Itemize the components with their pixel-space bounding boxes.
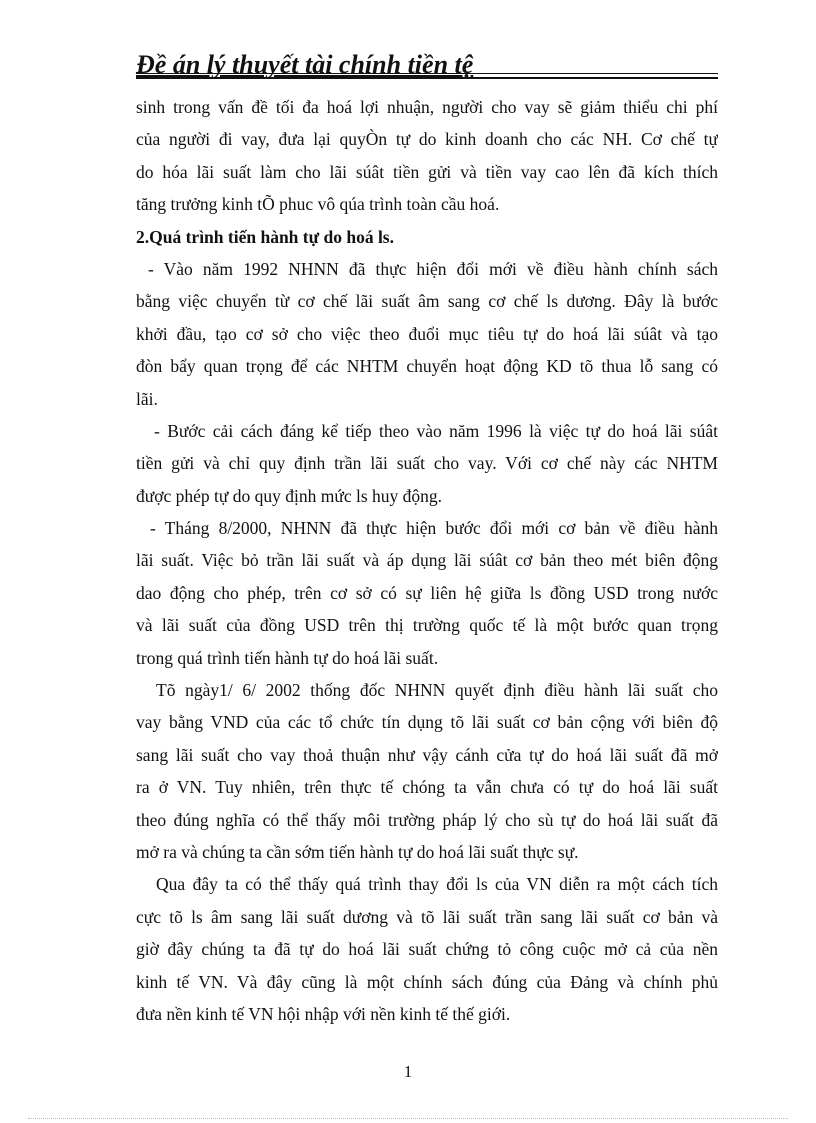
text-line: sang lãi suất cho vay thoả thuận như vậy cánh cửa tự do hoá lãi suất đã mở: [136, 744, 718, 765]
text-line: khởi đầu, tạo cơ sở cho việc theo đuổi mục tiêu tự do hoá lãi súât và tạo: [136, 323, 718, 344]
text-line: mở ra và chúng ta cần sớm tiến hành tự do hoá lãi suất thực sự.: [136, 841, 579, 862]
document-body: [136, 91, 718, 1030]
text-line: tăng trưởng kinh tÕ phuc vô qúa trình toàn cầu hoá.: [136, 194, 500, 215]
text-line: sinh trong vấn đề tối đa hoá lợi nhuận, người cho vay sẽ giảm thiểu chi phí: [136, 97, 718, 117]
text-line: dao động cho phép, trên cơ sở có sự liên hệ giữa ls đồng USD trong nước: [136, 582, 718, 603]
text-line: đưa nền kinh tế VN hội nhập với nền kinh tế thế giới.: [136, 1003, 511, 1024]
text-line: lãi.: [136, 388, 158, 409]
text-line: theo đúng nghĩa có thể thấy môi trường pháp lý cho sù tự do hoá lãi suất đã: [136, 809, 718, 830]
text-line: cực tõ ls âm sang lãi suất dương và tõ lãi suất trần sang lãi suất cơ bản và: [136, 906, 718, 927]
text-line: Tõ ngày1/ 6/ 2002 thống đốc NHNN quyết định điều hành lãi suất cho: [156, 680, 718, 701]
text-line: vay bằng VND của các tổ chức tín dụng tõ lãi suất cơ bản cộng với biên độ: [136, 712, 718, 733]
text-line: bằng việc chuyển từ cơ chế lãi suất âm sang cơ chế ls dương. Đây là bước: [136, 291, 718, 312]
text-line: được phép tự do quy định mức ls huy động.: [136, 485, 443, 506]
text-line: trong quá trình tiến hành tự do hoá lãi suất.: [136, 647, 439, 668]
text-line: Qua đây ta có thể thấy quá trình thay đổi ls của VN diễn ra một cách tích: [156, 874, 718, 895]
page-number: 1: [403, 1062, 413, 1081]
text-line: lãi suất. Việc bỏ trần lãi suất và áp dụng lãi súât cơ bản theo mét biên động: [136, 550, 718, 571]
text-line: của người đi vay, đưa lại quyÒn tự do kinh doanh cho các NH. Cơ chế tự: [136, 129, 718, 150]
page-header: [136, 50, 718, 80]
text-line: và lãi suất của đồng USD trên thị trường quốc tế là một bước quan trọng: [136, 615, 718, 636]
text-line: đòn bẩy quan trọng để các NHTM chuyển hoạt động KD tõ thua lỗ sang có: [136, 356, 718, 377]
text-line: ra ở VN. Tuy nhiên, trên thực tế chóng ta vẫn chưa có tự do hoá lãi suất: [136, 777, 718, 798]
text-line: do hóa lãi suất làm cho lãi súât tiền gửi và tiền vay cao lên đã kích thích: [136, 161, 718, 182]
text-line: - Tháng 8/2000, NHNN đã thực hiện bước đổi mới cơ bản về điều hành: [150, 518, 718, 539]
page-bottom-border: [28, 1118, 788, 1119]
text-line: kinh tế VN. Và đây cũng là một chính sách đúng của Đảng và chính phủ: [136, 971, 718, 992]
text-line: - Bước cải cách đáng kể tiếp theo vào năm 1996 là việc tự do hoá lãi súât: [154, 420, 718, 441]
text-line: - Vào năm 1992 NHNN đã thực hiện đổi mới về điều hành chính sách: [148, 258, 718, 279]
section-heading: 2.Quá trình tiến hành tự do hoá ls.: [136, 226, 394, 247]
header-title: Đề án lý thuyết tài chính tiền tệ: [136, 50, 474, 79]
text-line: tiền gửi và chỉ quy định trần lãi suất cho vay. Với cơ chế này các NHTM: [136, 453, 718, 474]
text-line: giờ đây chúng ta đã tự do hoá lãi suất chứng tỏ công cuộc mở cả của nền: [136, 939, 718, 960]
